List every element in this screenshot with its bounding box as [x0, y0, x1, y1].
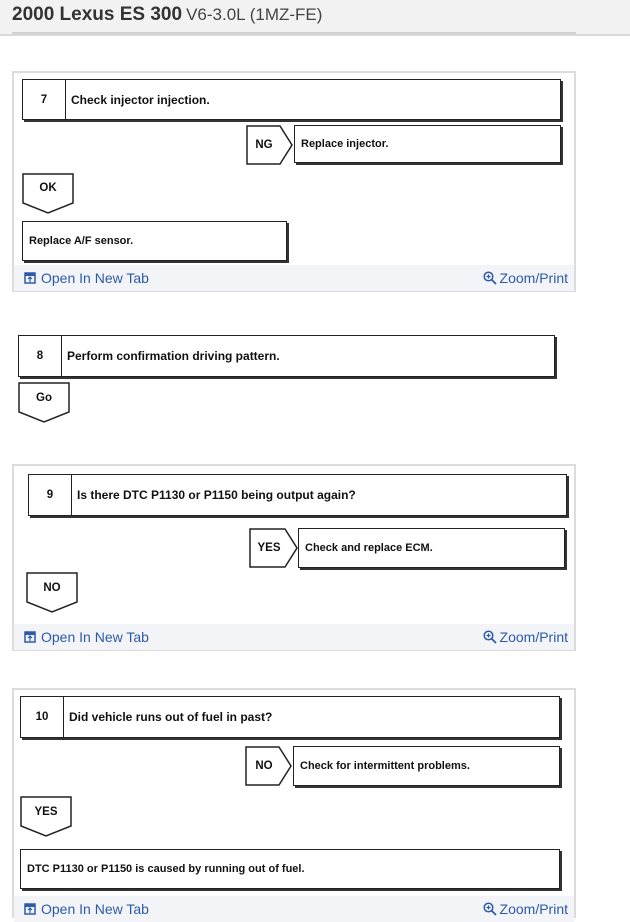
branch-label: NO [255, 760, 273, 772]
result-label: YES [34, 806, 58, 818]
branch-label: NG [255, 139, 273, 151]
zoom-print-label: Zoom/Print [499, 901, 568, 917]
zoom-print-label: Zoom/Print [499, 270, 568, 286]
card-footer [14, 624, 574, 650]
open-new-tab-link[interactable] [24, 901, 149, 917]
diagram-card-step-9 [12, 464, 576, 651]
engine-spec: V6-3.0L (1MZ-FE) [186, 5, 323, 24]
open-new-tab-link[interactable] [24, 629, 149, 645]
open-new-tab-label: Open In New Tab [41, 901, 149, 917]
step-question: Perform confirmation driving pattern. [61, 335, 555, 377]
zoom-print-link[interactable] [483, 629, 568, 645]
header-divider [12, 32, 576, 34]
step-question: Did vehicle runs out of fuel in past? [63, 696, 560, 738]
diagram-step-8 [0, 330, 630, 430]
step-number: 7 [22, 79, 66, 120]
zoom-icon [483, 271, 497, 285]
zoom-print-label: Zoom/Print [499, 629, 568, 645]
zoom-print-link[interactable] [483, 901, 568, 917]
card-footer [14, 265, 574, 291]
result-action: DTC P1130 or P1150 is caused by running out of fuel. [20, 849, 560, 889]
step-question: Is there DTC P1130 or P1150 being output again? [71, 474, 567, 516]
open-new-tab-icon [24, 272, 36, 284]
open-new-tab-icon [24, 631, 36, 643]
branch-action: Replace injector. [294, 125, 561, 163]
diagram-card-step-7 [12, 71, 576, 292]
vehicle-title: 2000 Lexus ES 300 [12, 4, 183, 25]
branch-action: Check and replace ECM. [298, 528, 565, 568]
result-label: Go [36, 392, 52, 404]
open-new-tab-icon [24, 903, 36, 915]
diagram-card-step-10 [12, 688, 576, 918]
step-number: 8 [18, 335, 62, 377]
result-action: Replace A/F sensor. [22, 221, 287, 261]
step-number: 10 [20, 696, 64, 738]
branch-label: YES [257, 542, 281, 554]
result-label: NO [43, 582, 61, 594]
zoom-icon [483, 630, 497, 644]
page-title [12, 4, 322, 26]
result-label: OK [39, 182, 57, 194]
open-new-tab-label: Open In New Tab [41, 629, 149, 645]
open-new-tab-label: Open In New Tab [41, 270, 149, 286]
branch-action: Check for intermittent problems. [293, 746, 560, 786]
card-footer [14, 896, 574, 922]
page-header [0, 0, 630, 36]
open-new-tab-link[interactable] [24, 270, 149, 286]
step-number: 9 [28, 474, 72, 516]
step-question: Check injector injection. [65, 79, 561, 120]
zoom-icon [483, 902, 497, 916]
zoom-print-link[interactable] [483, 270, 568, 286]
